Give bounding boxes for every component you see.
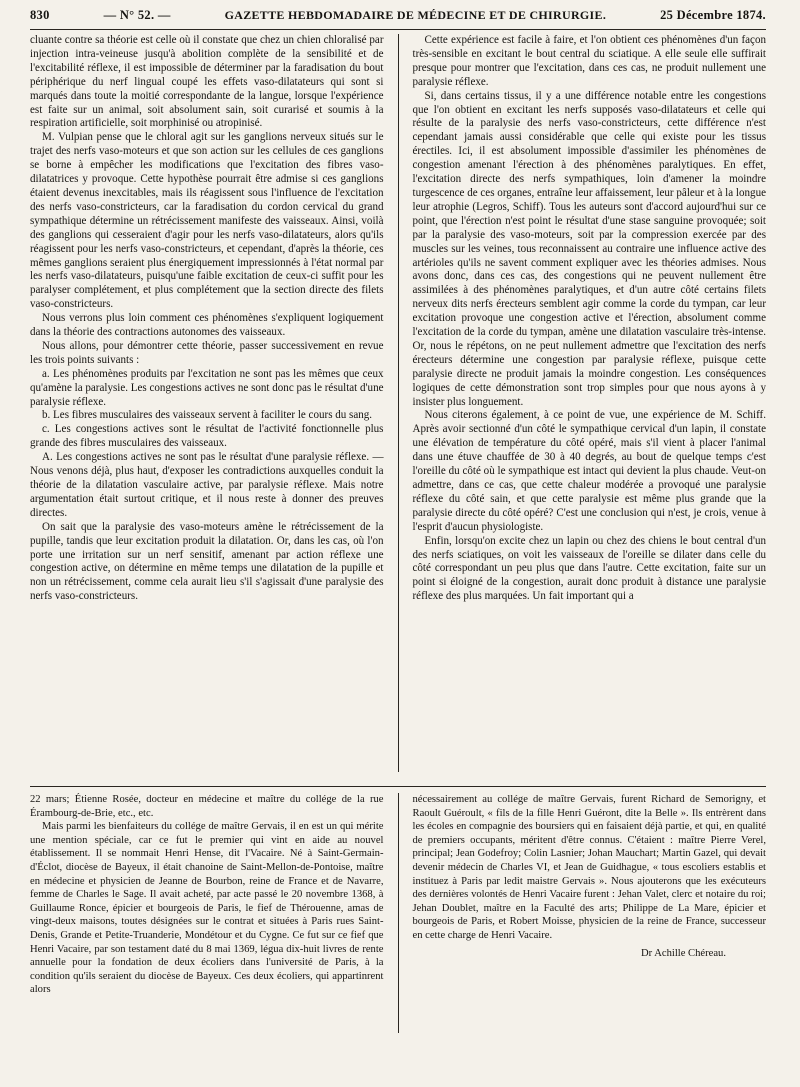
journal-title: GAZETTE HEBDOMADAIRE DE MÉDECINE ET DE CHIRURGIE. [224,8,607,22]
main-article [30,34,766,772]
paragraph: a. Les phénomènes produits par l'excitation ne sont pas les mêmes que ceux qu'amène la paralysie. Les congestions actives ne sont donc pas le résultat d'une paralysie réflexe. [30,367,384,408]
paragraph: Nous allons, pour démontrer cette théorie, passer successivement en revue les trois points suivants : [30,339,384,366]
column-rule [398,793,399,1033]
main-article-right-column [413,34,767,772]
author-signature: Dr Achille Chéreau. [640,947,726,959]
paragraph: nécessairement au collége de maître Gervais, furent Richard de Semorigny, et Raoult Guéroult, « fils de la fille Henri Guéront, dite la Belle ». Ils entrèrent dans les écoles en compagnie des boursiers qui en faisaient déjà partie, et qui, en qualité de premiers occupants, méritent d'être connus. C'étaient : maître Pierre Verel, principal; Jean Godefroy; Colin Lasnier; Johan Mauchart; Martin Gazel, qui devait devenir médecin de Charles VI, et Jean de Guidhague, « tous escoliers establis et instituez à Paris par ledit maistre Gervais ». Nous ajouterons que les exécuteurs des dernières volontés de Henri Vacaire furent : Jehan Valet, clerc et notaire du roi; Jehan Doublet, maître en la Faculté des arts; Philippe de La Mare, épicier et bourgeois de Paris, et Robert Moisse, physicien de la reine de France, successeur en cette charge de Henri Vacaire. [412,794,766,941]
issue-number: — N° 52. — [103,8,171,22]
paragraph: Si, dans certains tissus, il y a une différence notable entre les congestions que l'on obtient en excitant les nerfs supposés vaso-dilatateurs et celle qui résulte de la paralysie des nerfs vaso-constricteurs, cette différence n'est cependant jamais aussi considérable que celle qui existe pour les tissus érectiles. Ici, il est absolument impossible d'assimiler les phénomènes de congestion amenant l'érection à des phénomènes paralytiques. En effet, l'excitation directe des nerfs sympathiques, loin d'amener la moindre turgescence de ces organes, entraîne leur affaissement, leur pâleur et à la longue leur atrophie (Legros, Schiff). Tous les auteurs sont d'accord aujourd'hui sur ce point, que l'érection n'est point le résultat d'une stase sanguine provoquée; soit par la paralysie des vaso-moteurs, soit par la compression exercée par des muscles sur les veines, tous reconnaissent au contraire une influence active des artérioles qu'ils ne savent comment expliquer avec les théories admises. Nous avons donc, dans ces cas, des congestions qui ne peuvent nullement être assimilées à des phénomènes paralytiques, et d'un autre côté certains filets nerveux dits nerfs érecteurs semblent agir comme la corde du tympan, car leur excitation provoque une congestion active et l'érection, absolument comme l'excitation de la corde du tympan, amène une dilatation vasculaire très-intense. Or, nous le répétons, on ne peut nullement admettre que l'excitation des nerfs érecteurs détermine une congestion par paralysie réflexe, puisque cette paralysie directe ne produit jamais la moindre congestion. Les conséquences logiques de cette démonstration sont trop simples pour que nous ayons à y insister plus longuement. [412,89,766,408]
main-article-left-column [30,34,384,772]
paragraph: Nous verrons plus loin comment ces phénomènes s'expliquent logiquement dans la théorie des contractions autonomes des vaisseaux. [30,312,384,339]
paragraph: c. Les congestions actives sont le résultat de l'activité fonctionnelle plus grande des fibres musculaires des vaisseaux. [30,423,384,450]
feuilleton-right-column [413,793,767,1033]
paragraph: 22 mars; Étienne Rosée, docteur en médecine et maître du collége de la rue Érambourg-de-Brie, etc., etc. [30,794,384,819]
running-head [30,8,766,30]
section-heading-paragraph: A. Les congestions actives ne sont pas le résultat d'une paralysie réflexe. — Nous venons déjà, plus haut, d'exposer les contradictions auxquelles conduit la théorie de la dilatation vasculaire active, par paralysie réflexe. Mais notre argumentation était surtout critique, et il nous reste à donner des preuves directes. [30,451,384,519]
paragraph: Cette expérience est facile à faire, et l'on obtient ces phénomènes d'un façon très-sensible en excitant le bout central du sciatique. A elle seule elle suffirait presque pour montrer que l'excitation, dans ces cas, ne produit nullement une paralysie réflexe. [412,34,766,88]
feuilleton-separator [30,786,766,787]
paragraph: Enfin, lorsqu'on excite chez un lapin ou chez des chiens le bout central d'un des nerfs sciatiques, on voit les vaisseaux de l'oreille se dilater dans celle du côté correspondant un peu plus que dans l'autre. Cette excitation, faite sur un point si éloigné de la congestion, aurait donc produit à distance une paralysie réflexe des plus marquées. Un fait important qui a [412,534,766,603]
paragraph: Mais parmi les bienfaiteurs du collége de maître Gervais, il en est un qui mérite une mention spéciale, car ce fut le premier qui vint en aide au nouvel établissement. Il se nommait Henri Hense, dit l'Vacaire. Né à Saint-Germain-d'Éclot, diocèse de Bayeux, il était chanoine de Saint-Mellon-de-Pontoise, maître en médecine et physicien de Jeanne de Bourbon, reine de France et de Navarre, femme de Charles le Sage. Il avait acheté, par acte passé le 20 novembre 1368, à Guillaume Ronce, épicier et bourgeois de Paris, le fief de Thérouenne, amas de vingt-deux maisons, toutes désignées sur le contrat et situées à Paris rues Saint-Denis, Grande et Petite-Truanderie, Mondétour et du Cygne. Ce fut sur ce fief que Henri Vacaire, par son testament daté du 8 mai 1369, légua dix-huit livres de rente annuelle pour la fondation de deux écoliers dans l'université de Paris, à la condition qu'ils seraient du diocèse de Bayeux. Ces deux écoliers, qui appartinrent alors [30,821,384,996]
paragraph: b. Les fibres musculaires des vaisseaux servent à faciliter le cours du sang. [42,409,373,422]
feuilleton-left-column [30,793,384,1033]
paragraph: M. Vulpian pense que le chloral agit sur les ganglions nerveux situés sur le trajet des nerfs vaso-moteurs et que son action sur les cellules de ces ganglions se borne à empêcher les modifications que l'excitation des fibres vaso-dilatatrices y provoque. Cette hypothèse pourrait être admise si ces ganglions étaient devenus inexcitables, mais ils réagissent sous l'influence de l'excitation des nerfs vaso-constricteurs, car la faradisation du cordon cervical du grand sympathique détermine un rétrécissement manifeste des vaisseaux. Ainsi, voilà des ganglions qui cesseraient d'agir pour les nerfs vaso-dilatateurs, alors qu'ils réagissent pour les nerfs vaso-constricteurs, et cependant, d'après la théorie, ces mêmes ganglions seraient plus énergiquement impressionnés à l'état normal par les nerfs vaso-dilatateurs, puisqu'une faible excitation de ceux-ci suffit pour les paralyser complétement, et plus complétement que la section directe des filets vaso-constricteurs. [30,131,384,311]
paragraph: On sait que la paralysie des vaso-moteurs amène le rétrécissement de la pupille, tandis que leur excitation produit la dilatation. Or, dans les cas, où l'on porte une irritation sur un nerf sensitif, amenant par action réflexe une congestion active, on détermine en même temps une dilatation de la pupille et non un rétrécissement, comme cela aurait lieu s'il s'agissait d'une paralysie des nerfs vaso-constricteurs. [30,520,384,603]
feuilleton [30,793,766,1033]
paragraph: cluante contre sa théorie est celle où il constate que chez un chien chloralisé par injection intra-veineuse jusqu'à abolition complète de la sensibilité et de l'excitabilité réflexe, il est impossible de déterminer par la faradisation du bout périphérique du nerf lingual coupé les effets vaso-dilatateurs qui sont si marqués dans toute la moitié correspondante de la langue, lorsque l'expérience est faite sur un animal, soit absolument sain, soit curarisé et soumis à la respiration artificielle, soit morphinisé ou atropinisé. [30,34,384,130]
page-number: 830 [30,8,50,22]
column-rule [398,34,399,772]
paragraph: Nous citerons également, à ce point de vue, une expérience de M. Schiff. Après avoir sectionné d'un côté le sympathique cervical d'un lapin, il constate une élévation de température du côté opéré, mais s'il vient à placer l'animal dans une étuve chauffée de 30 à 40 degrés, au bout de quelque temps c'est l'oreille du côté où le sympathique est intact qui devient la plus chaude. Veut-on admettre, dans ce cas, que cette chaleur modérée a provoqué une paralysie réflexe du côté sain, et que cette paralysie est même plus grande que la paralysie directe du côté opéré? C'est une conclusion qui n'est, je crois, venue à l'esprit d'aucun physiologiste. [412,409,766,533]
issue-date: 25 Décembre 1874. [660,8,766,22]
